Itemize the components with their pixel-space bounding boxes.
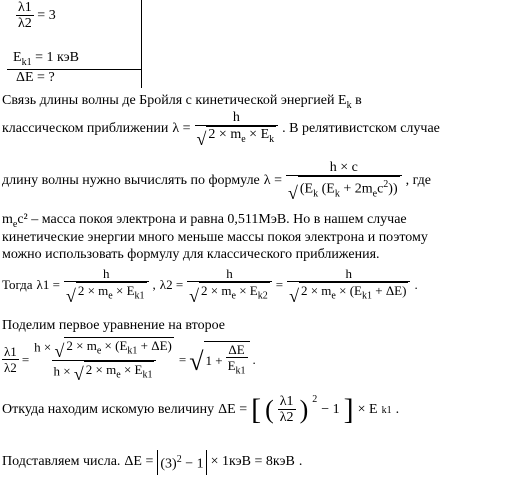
eq3-fraction: h √ $2 \times m_e \times (E_{k1} + \Delta E)$ [287,266,410,305]
para1-line2 [2,110,440,148]
para1-line4-sub: e [12,218,18,230]
para1-line2-start: классическом приближении [2,120,169,136]
para1-line4-end: – масса покоя электрона и равна 0,511МэВ. Но в нашем случае [27,212,407,227]
formula1-fraction [195,110,279,148]
subst-dot: . [298,454,303,470]
formula2-den [286,175,402,202]
para1-line4-m: m [2,212,13,227]
eq2-fraction: h √ $2 \times m_e \times E_{k2}$ [187,266,272,305]
para1-line1 [2,93,362,111]
whence-times-sub: k1 [381,404,392,416]
formula1-num: h [232,110,240,125]
para1-line6 [2,247,380,263]
para1-line6-text: можно использовать формулу для классического приближения. [2,247,380,262]
given-find [16,70,55,86]
given-ek [13,50,79,68]
formula1-lhs: λ = [172,120,191,136]
given-ratio-fraction [16,0,34,32]
whence-lhs: ΔE = [218,402,248,417]
whence-line: Откуда находим искомую величину ΔE = [ ( $\frac{\lambda 1}{\lambda 2}$ ) $^2$ − 1 ] × E k1 . [2,393,400,426]
given-ek-value: = 1 кэВ [35,50,79,65]
given-ratio [16,0,56,32]
given-find-text: ΔE = ? [16,70,55,85]
para1-line4 [2,212,407,230]
formula2-sqrt: √ ($E_k$ $(E_k + 2m_ec^2)$) [288,176,400,202]
given-ratio-num: λ1 [18,0,32,15]
subst-lhs: ΔE = [124,454,154,470]
eq1-fraction: h √ $2 \times m_e \times E_{k1}$ [64,266,149,305]
subst-line: Подставляем числа. ΔE = $(3)^2 - 1$ × 1кэВ = 8кэВ . [2,450,302,475]
para1-line5-text: кинетические энергии много меньше массы покоя электрона и поэтому [2,230,428,245]
para1-line1-text: Связь длины волны де Бройля с кинетической энергией E [2,93,347,108]
formula1-sqrt: √ $2 \times m_e \times E_k$ [196,127,275,149]
divide-text [2,318,225,334]
para1-line3 [2,160,431,202]
given-ek-symbol: E [13,50,22,65]
given-box-right-border [141,0,142,88]
whence-dot: . [395,402,400,417]
given-ratio-rhs: = 3 [37,8,56,24]
eq2-lhs: λ2 = [159,277,184,293]
eq1-lhs: λ1 = [36,277,60,293]
divide-ratio: $\frac{\lambda 1}{\lambda 2}$ [4,344,17,376]
para1-line1-end: в [351,93,362,108]
formula2-fraction [286,160,402,202]
para1-line3-end: , где [405,173,431,189]
given-ratio-den: λ2 [18,16,32,31]
para1-line4-c2: c² [17,212,28,227]
whence-times: × E [357,402,378,417]
whence-minus: − 1 [321,402,340,417]
divide-rhs-sqrt: √ 1 + $\frac{\Delta E}{E_{k1}}$ [189,341,249,380]
para1-line2-end: . В релятивистском случае [282,120,440,136]
then-line: Тогда λ1 = h √ $2 \times m_e \times E_{k1}$ , λ2 = h √ $2 \times m_e \times E_{k2}$ = h √ $2 \times m_e \times (E_{k1} + \Delta E)$ . [2,266,418,306]
para1-line3-start: длину волны нужно вычислять по формуле [2,173,260,189]
para1-line5 [2,230,428,246]
subst-rest: × 1кэВ = 8кэВ [210,454,295,470]
subst-text: Подставляем числа. [2,454,121,470]
formula1-den [195,125,279,148]
para1-line1-sub: k [346,99,352,111]
given-ek-sub: k1 [21,56,32,68]
divide-mid-fraction: h × √ $2 \times m_e \times (E_{k1} + \Delta E)$ h × √ $2 \times m_e \times E_{k1}$ [34,338,172,385]
formula2-lhs: λ = [263,173,282,189]
divide-equation: $\frac{\lambda 1}{\lambda 2}$ = h × √ $2 \times m_e \times (E_{k1} + \Delta E)$ h × √ $2 \times m_e \times E_{k1}$ = √ 1 + $\frac{\Delta E}{E_{k1}}$ . [4,338,256,385]
then-label: Тогда [2,277,33,293]
whence-ratio: $\frac{\lambda 1}{\lambda 2}$ [279,394,294,425]
formula2-num: h × c [329,160,358,175]
divide-text-span: Поделим первое уравнение на второе [2,318,226,333]
whence-text: Откуда находим искомую величину [2,402,215,417]
